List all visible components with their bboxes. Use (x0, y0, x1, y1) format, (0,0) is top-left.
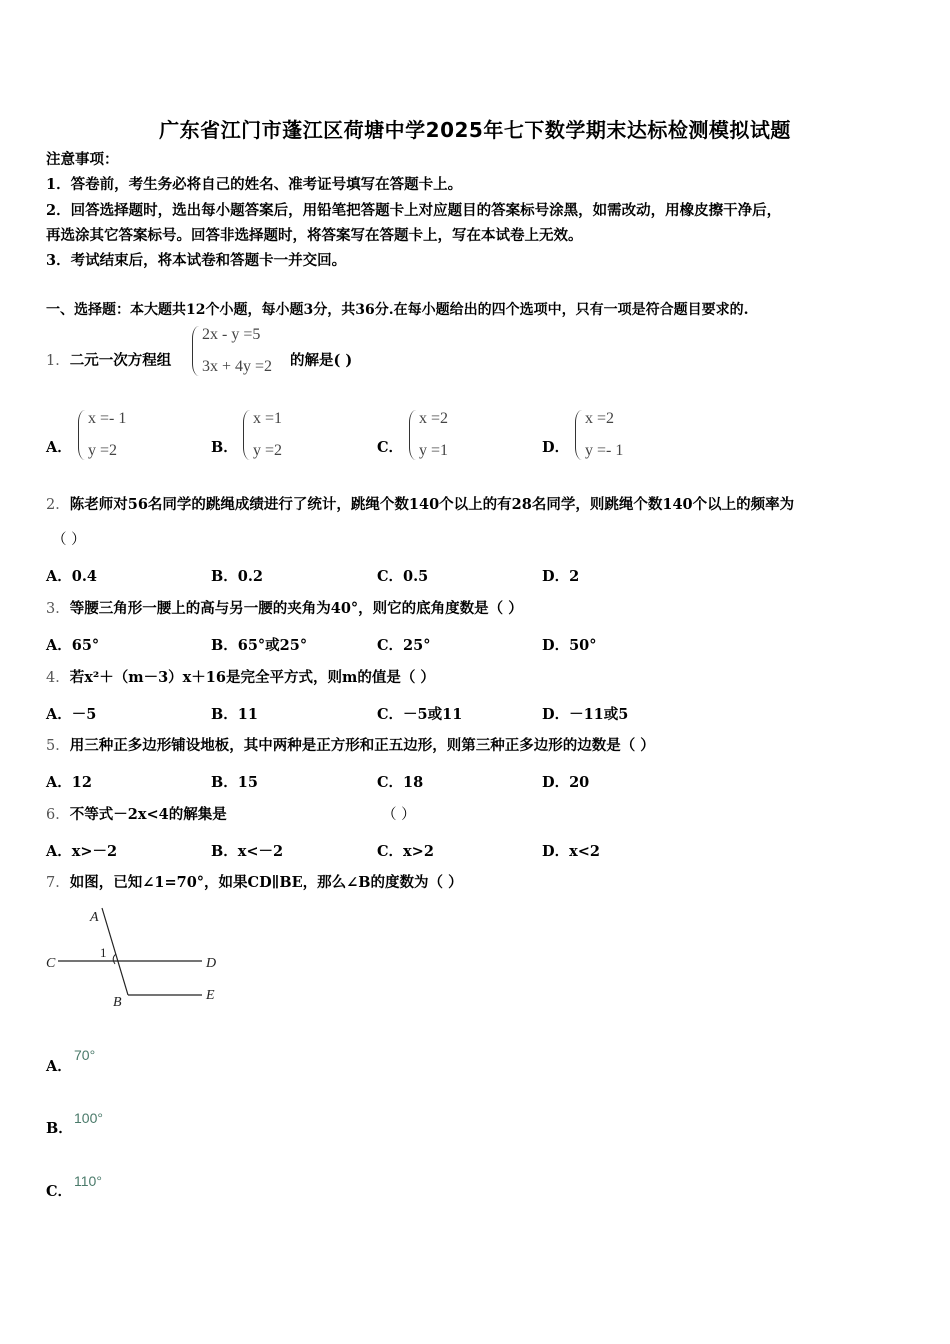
equation-line: y =- 1 (585, 442, 624, 459)
option-label: C． (377, 439, 404, 456)
equation-line: x =2 (585, 410, 615, 427)
brace (409, 410, 416, 460)
question-number: 4． (46, 670, 70, 686)
option-label: A． (46, 439, 72, 456)
option-b: B．65°或25° (211, 637, 308, 654)
notice-item: 再选涂其它答案标号。回答非选择题时，将答案写在答题卡上，写在本试卷上无效。 (46, 227, 583, 244)
option-c: C．－5或11 (377, 706, 463, 723)
label-d: D (206, 956, 217, 971)
question-3 (46, 599, 523, 619)
question-1 (46, 351, 171, 371)
section-heading: 一、选择题：本大题共12个小题，每小题3分，共36分.在每小题给出的四个选项中，只有一项是符合题目要求的. (46, 302, 749, 318)
option-b: B．x<－2 (211, 843, 284, 860)
question-6 (46, 805, 227, 825)
page-title: 广东省江门市蓬江区荷塘中学2025年七下数学期末达标检测模拟试题 (159, 118, 791, 142)
brace (78, 410, 85, 460)
notice-item: 1．答卷前，考生务必将自己的姓名、准考证号填写在答题卡上。 (46, 176, 463, 193)
label-c: C (46, 956, 56, 971)
option-c: C．18 (377, 774, 424, 791)
question-5 (46, 736, 655, 756)
question-number: 5． (46, 738, 70, 754)
equation-line: y =1 (419, 442, 449, 459)
notice-item: 3．考试结束后，将本试卷和答题卡一并交回。 (46, 252, 347, 269)
question-text: 如图，已知∠1=70°，如果CD∥BE，那么∠B的度数为（ ） (69, 874, 463, 891)
option-d: D．50° (542, 637, 597, 654)
question-number: 7． (46, 875, 70, 891)
option-a-system (78, 410, 158, 460)
equation-line: y =2 (253, 442, 283, 459)
option-c-system (409, 410, 489, 460)
question-number: 2． (46, 497, 70, 513)
option-label: C． (46, 1183, 73, 1200)
question-2 (46, 495, 794, 515)
question-7 (46, 873, 463, 893)
option-a: A．－5 (46, 706, 97, 723)
option-d: D．2 (542, 568, 580, 585)
label-angle-1: 1 (100, 945, 107, 960)
option-a: A．0.4 (46, 568, 97, 585)
question-text: 的解是( ) (290, 352, 353, 369)
question-number: 3． (46, 601, 70, 617)
equation-line: x =2 (419, 410, 449, 427)
equation-line: x =1 (253, 410, 283, 427)
option-b-value: 100° (74, 1110, 103, 1126)
question-text: 陈老师对56名同学的跳绳成绩进行了统计，跳绳个数140个以上的有28名同学，则跳绳个数140个以上的频率为 (69, 496, 795, 513)
question-text: 若x²＋（m－3）x＋16是完全平方式，则m的值是（ ） (69, 669, 435, 686)
brace (575, 410, 582, 460)
option-a: A．12 (46, 774, 92, 791)
option-label: B． (211, 439, 238, 456)
option-d: D．－11或5 (542, 706, 629, 723)
option-c: C．25° (377, 637, 431, 654)
question-number: 6． (46, 807, 70, 823)
option-label: B． (46, 1120, 73, 1137)
option-c: C．0.5 (377, 568, 429, 585)
label-b: B (113, 995, 122, 1010)
option-a: A．65° (46, 637, 100, 654)
equation-line: 2x - y =5 (202, 326, 261, 343)
equation-system (192, 326, 292, 376)
notice-item: 2．回答选择题时，选出每小题答案后，用铅笔把答题卡上对应题目的答案标号涂黑，如需改动，用橡皮擦干净后， (46, 202, 782, 219)
label-e: E (206, 988, 215, 1003)
equation-line: x =- 1 (88, 410, 127, 427)
notice-heading: 注意事项： (46, 151, 119, 168)
label-a: A (90, 910, 99, 925)
answer-paren: （ ） (382, 807, 416, 823)
equation-line: 3x + 4y =2 (202, 358, 273, 375)
answer-paren: （ ） (52, 532, 86, 548)
option-a-value: 70° (74, 1047, 96, 1063)
option-c-value: 110° (74, 1173, 102, 1189)
geometry-figure (40, 900, 240, 1012)
question-text: 二元一次方程组 (69, 352, 172, 369)
option-b: B．11 (211, 706, 258, 723)
question-text: 等腰三角形一腰上的高与另一腰的夹角为40°，则它的底角度数是（ ） (69, 600, 523, 617)
question-text: 用三种正多边形铺设地板，其中两种是正方形和正五边形，则第三种正多边形的边数是（ ） (69, 737, 655, 754)
equation-line: y =2 (88, 442, 118, 459)
option-b: B．0.2 (211, 568, 263, 585)
question-4 (46, 668, 435, 688)
option-d: D．x<2 (542, 843, 600, 860)
option-d-system (575, 410, 655, 460)
question-number: 1． (46, 353, 70, 369)
brace (192, 326, 199, 376)
option-d: D．20 (542, 774, 590, 791)
option-label: A． (46, 1058, 72, 1075)
option-c: C．x>2 (377, 843, 434, 860)
question-text: 不等式－2x<4的解集是 (69, 806, 227, 823)
option-label: D． (542, 439, 570, 456)
option-b-system (243, 410, 323, 460)
option-a: A．x>－2 (46, 843, 118, 860)
option-b: B．15 (211, 774, 258, 791)
brace (243, 410, 250, 460)
